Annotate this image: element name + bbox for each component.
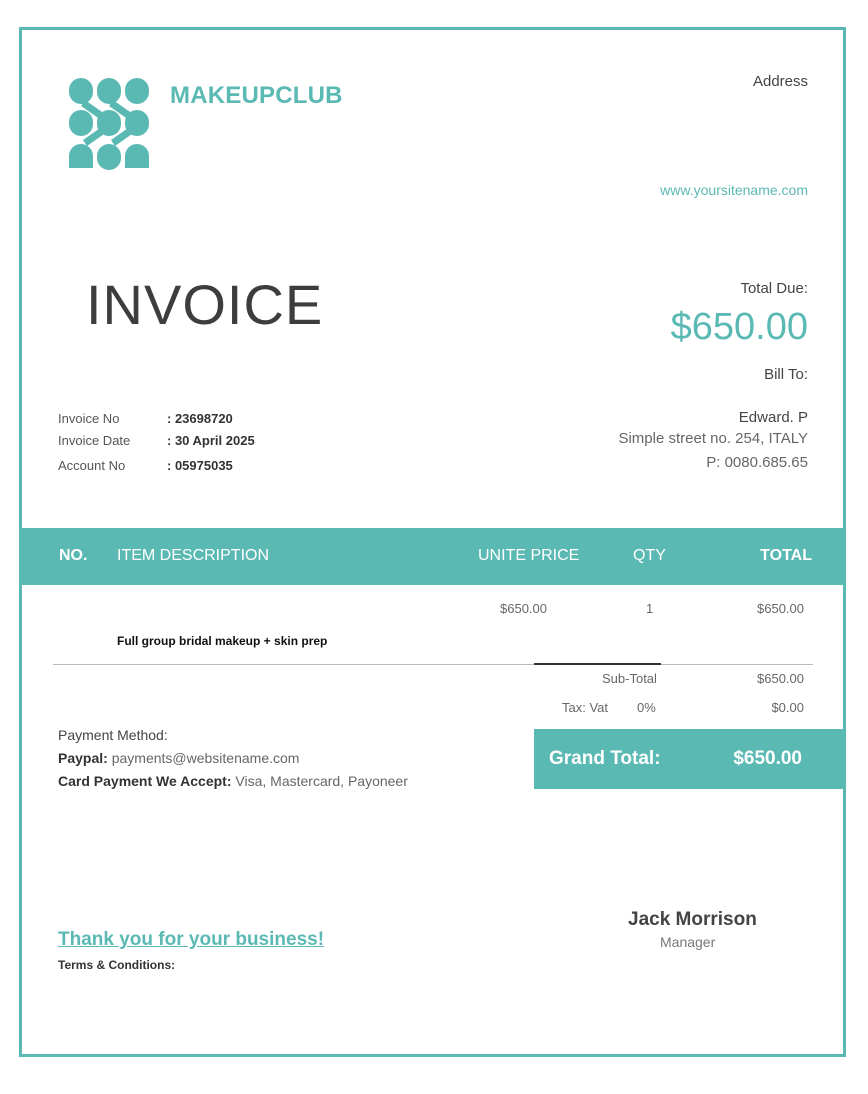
paypal-label: Paypal: <box>58 750 108 766</box>
items-table-header <box>21 528 846 585</box>
connected-dots-logo-icon <box>67 76 151 170</box>
paypal-email[interactable]: payments@websitename.com <box>111 750 300 766</box>
invoice-date-label: Invoice Date <box>58 433 131 448</box>
subtotal-label: Sub-Total <box>602 671 657 686</box>
row-total: $650.00 <box>757 601 804 616</box>
row-unit-price: $650.00 <box>500 601 547 616</box>
total-due-label: Total Due: <box>740 280 808 297</box>
card-types: Visa, Mastercard, Payoneer <box>235 773 408 789</box>
tax-value: $0.00 <box>771 700 804 715</box>
table-divider <box>53 664 813 665</box>
bill-to-phone: P: 0080.685.65 <box>706 454 808 471</box>
column-header-qty: QTY <box>633 547 666 564</box>
address-label: Address <box>752 73 808 90</box>
total-due-amount: $650.00 <box>670 306 808 348</box>
card-label: Card Payment We Accept: <box>58 773 232 789</box>
tax-label: Tax: Vat <box>562 700 609 715</box>
column-header-unit-price: UNITE PRICE <box>478 547 580 564</box>
payment-card <box>58 773 408 789</box>
invoice-date-value: : 30 April 2025 <box>167 433 255 448</box>
thank-you-message: Thank you for your business! <box>58 929 325 950</box>
account-no-value: : 05975035 <box>167 458 233 473</box>
bill-to-label: Bill To: <box>764 366 808 383</box>
grand-total-label: Grand Total: <box>549 748 661 769</box>
bill-to-address: Simple street no. 254, ITALY <box>618 430 808 447</box>
account-no-label: Account No <box>58 458 126 473</box>
payment-method-label: Payment Method: <box>58 727 168 743</box>
subtotal-value: $650.00 <box>757 671 804 686</box>
summary-divider <box>534 663 661 665</box>
website-link[interactable]: www.yoursitename.com <box>660 182 808 198</box>
signer-name: Jack Morrison <box>628 909 757 930</box>
tax-rate: 0% <box>637 700 656 715</box>
terms-label: Terms & Conditions: <box>58 958 176 972</box>
column-header-description: ITEM DESCRIPTION <box>117 547 270 564</box>
payment-paypal <box>58 750 299 766</box>
invoice-title: INVOICE <box>86 273 324 336</box>
row-description: Full group bridal makeup + skin prep <box>117 634 328 648</box>
column-header-total: TOTAL <box>760 547 812 564</box>
row-qty: 1 <box>646 601 654 616</box>
signer-role: Manager <box>660 934 716 950</box>
column-header-no: NO. <box>59 547 88 564</box>
grand-total-box <box>534 729 844 789</box>
brand-name: MAKEUPCLUB <box>170 82 343 109</box>
grand-total-value: $650.00 <box>733 748 802 769</box>
bill-to-name: Edward. P <box>738 409 808 426</box>
invoice-no-value: : 23698720 <box>167 411 233 426</box>
invoice-no-label: Invoice No <box>58 411 120 426</box>
